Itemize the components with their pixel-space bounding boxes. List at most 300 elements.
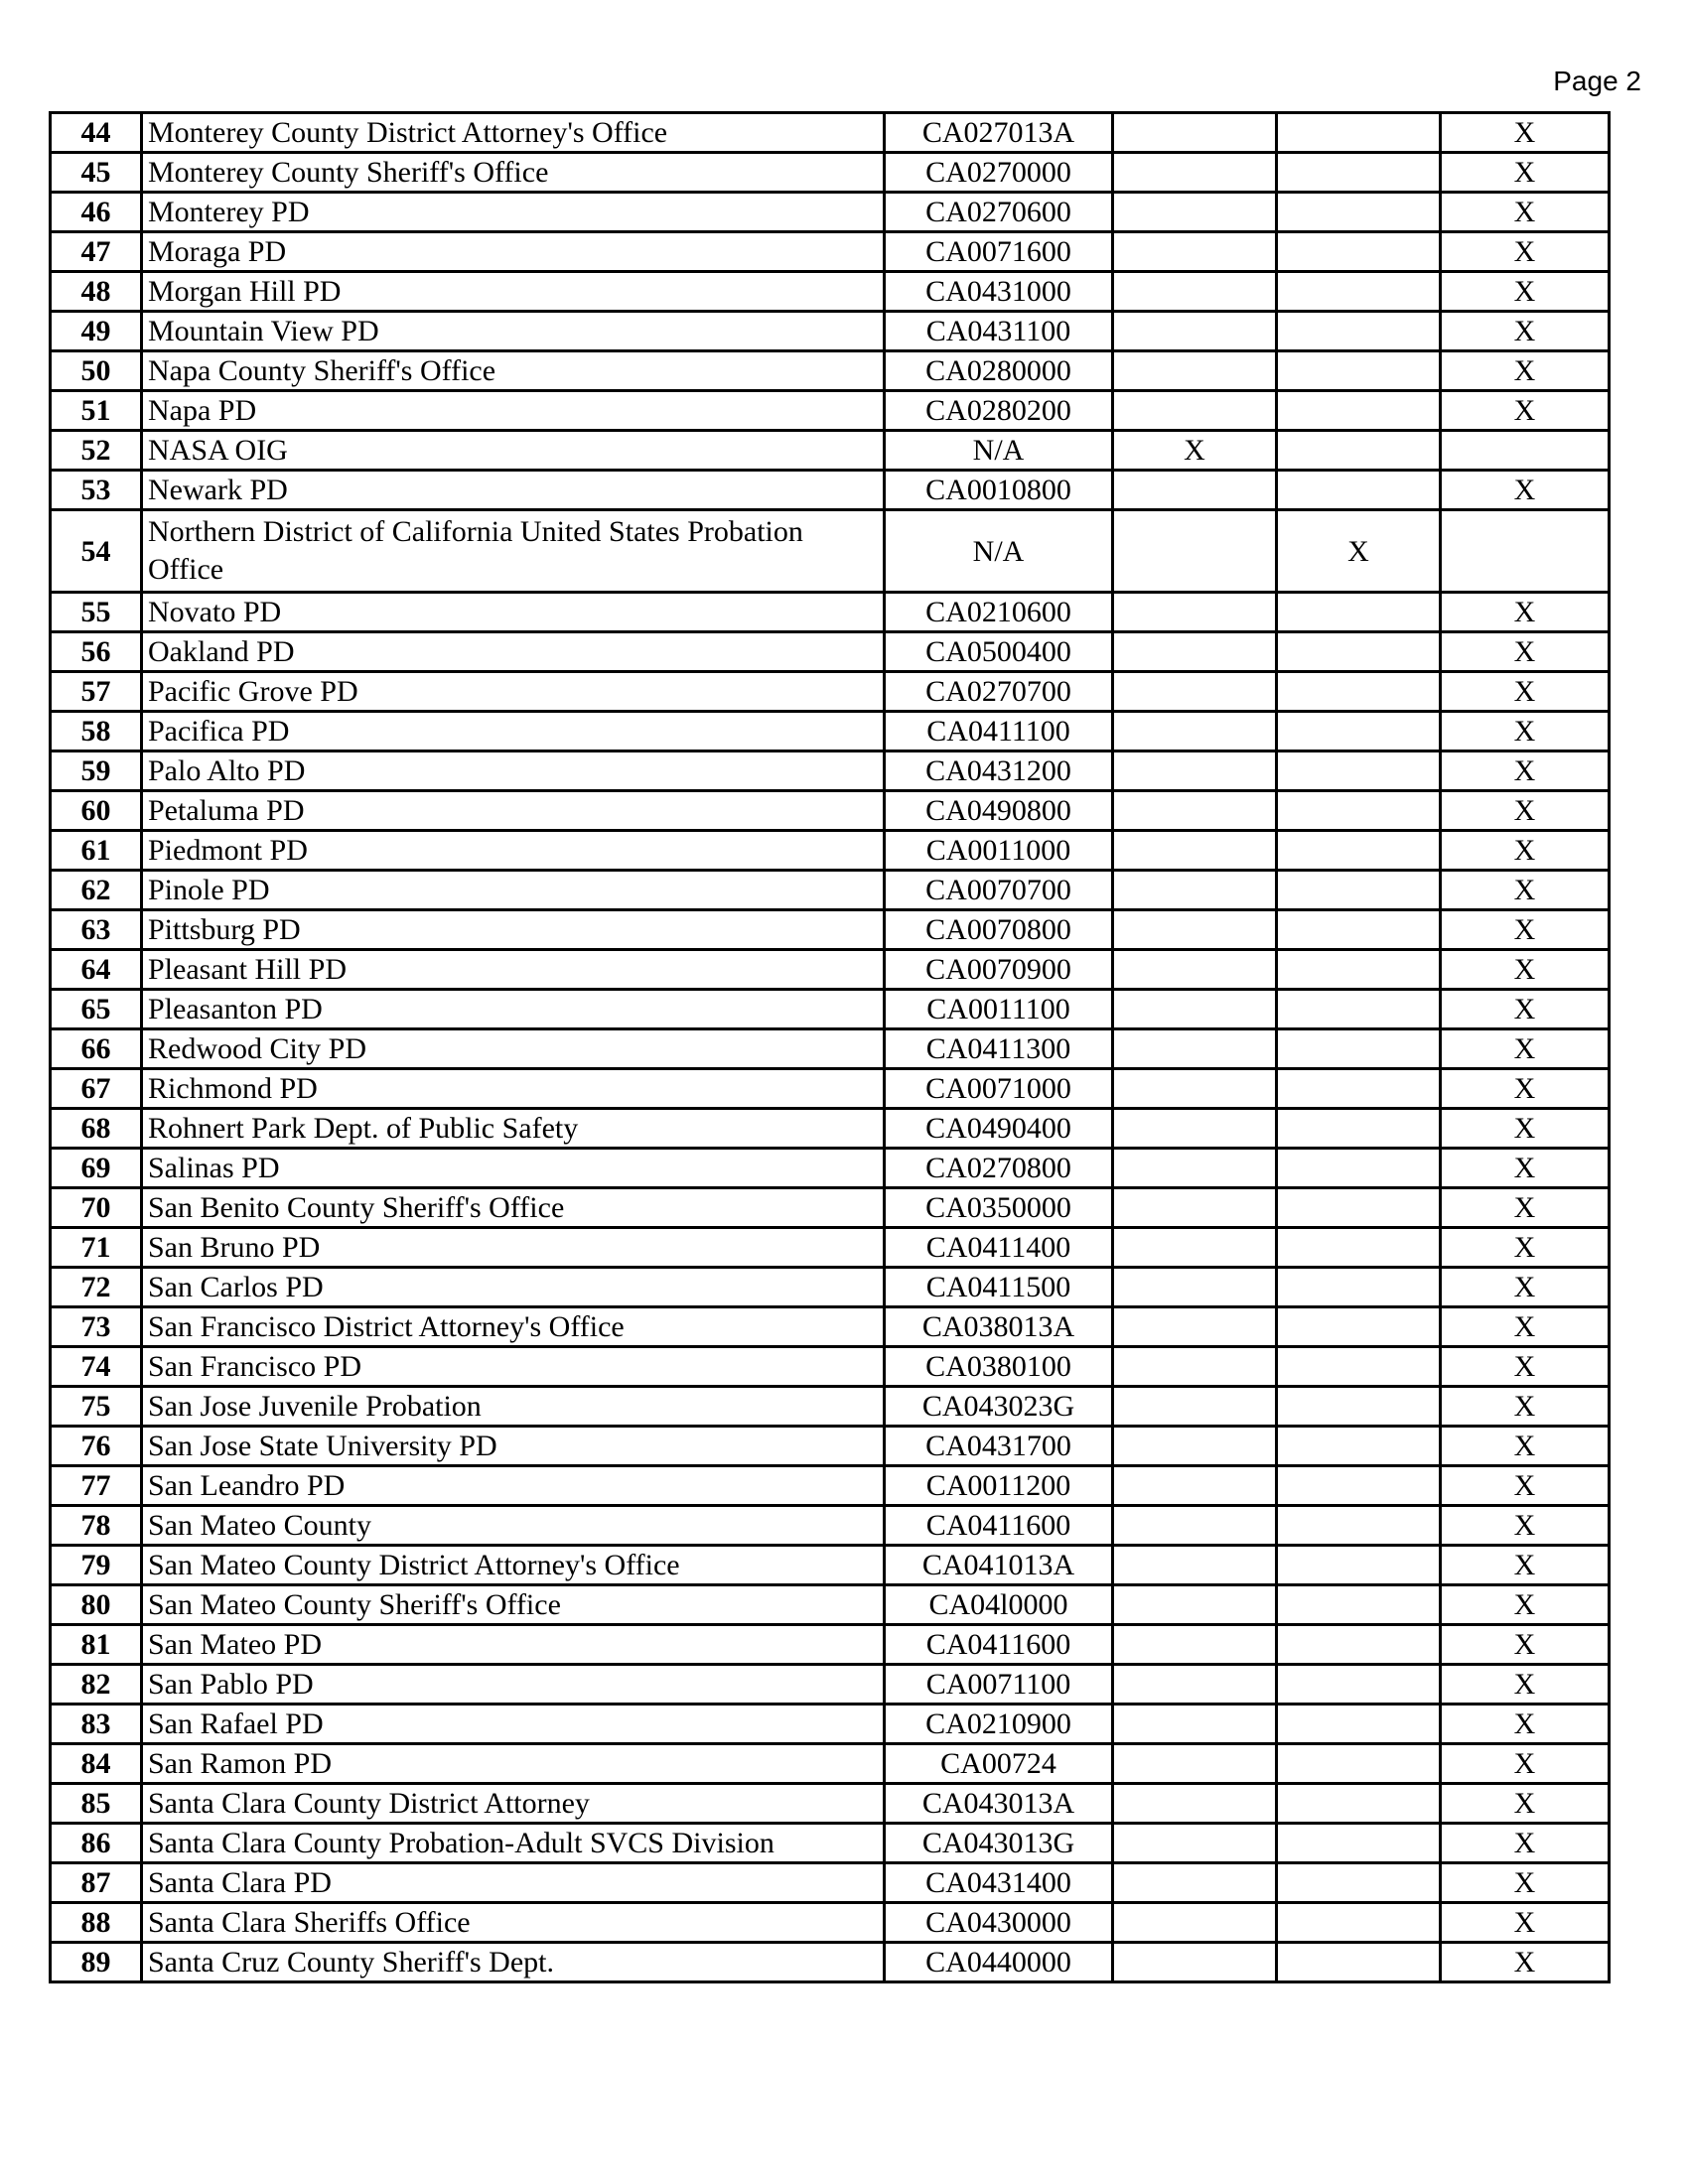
row-number: 62: [51, 871, 142, 910]
agency-name: San Mateo County Sheriff's Office: [142, 1585, 885, 1625]
ori-code: CA043023G: [885, 1387, 1113, 1427]
mark-column-1: [1113, 791, 1277, 831]
ori-code: CA0280200: [885, 391, 1113, 431]
mark-column-1: [1113, 193, 1277, 232]
mark-column-3: X: [1441, 1387, 1610, 1427]
agency-name: Novato PD: [142, 593, 885, 632]
mark-column-2: [1277, 1903, 1441, 1943]
ori-code: CA0430000: [885, 1903, 1113, 1943]
table-row: [51, 1109, 1610, 1149]
mark-column-3: X: [1441, 990, 1610, 1029]
mark-column-3: X: [1441, 1029, 1610, 1069]
table-row: [51, 950, 1610, 990]
mark-column-1: [1113, 712, 1277, 751]
mark-column-1: [1113, 910, 1277, 950]
table-row: [51, 312, 1610, 351]
agency-name: Redwood City PD: [142, 1029, 885, 1069]
row-number: 61: [51, 831, 142, 871]
agency-name: Pinole PD: [142, 871, 885, 910]
agency-name: San Ramon PD: [142, 1744, 885, 1784]
mark-column-2: [1277, 1625, 1441, 1665]
agency-name: San Pablo PD: [142, 1665, 885, 1705]
mark-column-3: X: [1441, 153, 1610, 193]
table-row: [51, 153, 1610, 193]
mark-column-1: [1113, 1705, 1277, 1744]
table-row: [51, 193, 1610, 232]
mark-column-1: [1113, 1109, 1277, 1149]
mark-column-3: X: [1441, 1069, 1610, 1109]
mark-column-3: X: [1441, 1268, 1610, 1307]
agency-name: Monterey County Sheriff's Office: [142, 153, 885, 193]
mark-column-2: [1277, 1029, 1441, 1069]
mark-column-1: [1113, 1228, 1277, 1268]
mark-column-1: [1113, 232, 1277, 272]
mark-column-3: X: [1441, 950, 1610, 990]
table-row: [51, 1149, 1610, 1188]
mark-column-3: X: [1441, 791, 1610, 831]
mark-column-3: X: [1441, 272, 1610, 312]
mark-column-1: [1113, 1585, 1277, 1625]
ori-code: CA0280000: [885, 351, 1113, 391]
mark-column-1: [1113, 1387, 1277, 1427]
mark-column-2: [1277, 831, 1441, 871]
mark-column-2: [1277, 910, 1441, 950]
row-number: 67: [51, 1069, 142, 1109]
agency-name: San Jose Juvenile Probation: [142, 1387, 885, 1427]
mark-column-2: [1277, 751, 1441, 791]
row-number: 50: [51, 351, 142, 391]
agency-name: San Mateo County: [142, 1506, 885, 1546]
mark-column-2: [1277, 1824, 1441, 1863]
mark-column-2: [1277, 1546, 1441, 1585]
mark-column-2: [1277, 1387, 1441, 1427]
mark-column-1: [1113, 351, 1277, 391]
ori-code: N/A: [885, 510, 1113, 593]
row-number: 77: [51, 1466, 142, 1506]
row-number: 57: [51, 672, 142, 712]
row-number: 79: [51, 1546, 142, 1585]
row-number: 72: [51, 1268, 142, 1307]
mark-column-3: X: [1441, 1943, 1610, 1982]
agency-name: Mountain View PD: [142, 312, 885, 351]
mark-column-3: X: [1441, 910, 1610, 950]
mark-column-1: [1113, 1029, 1277, 1069]
mark-column-3: [1441, 431, 1610, 471]
mark-column-3: X: [1441, 232, 1610, 272]
agency-name: Morgan Hill PD: [142, 272, 885, 312]
mark-column-1: [1113, 1546, 1277, 1585]
mark-column-1: [1113, 391, 1277, 431]
mark-column-2: [1277, 232, 1441, 272]
table-row: [51, 593, 1610, 632]
mark-column-3: X: [1441, 1109, 1610, 1149]
mark-column-2: [1277, 1506, 1441, 1546]
table-row: [51, 1347, 1610, 1387]
table-row: [51, 1665, 1610, 1705]
mark-column-3: X: [1441, 1506, 1610, 1546]
table-row: [51, 712, 1610, 751]
table-row: [51, 1029, 1610, 1069]
row-number: 76: [51, 1427, 142, 1466]
mark-column-3: X: [1441, 1903, 1610, 1943]
ori-code: CA0270000: [885, 153, 1113, 193]
row-number: 46: [51, 193, 142, 232]
agency-name: Moraga PD: [142, 232, 885, 272]
row-number: 71: [51, 1228, 142, 1268]
mark-column-3: X: [1441, 1625, 1610, 1665]
mark-column-2: [1277, 1744, 1441, 1784]
ori-code: CA0431700: [885, 1427, 1113, 1466]
mark-column-1: [1113, 751, 1277, 791]
mark-column-2: [1277, 1109, 1441, 1149]
ori-code: CA0380100: [885, 1347, 1113, 1387]
mark-column-3: X: [1441, 113, 1610, 153]
ori-code: CA0070900: [885, 950, 1113, 990]
agency-name: San Francisco PD: [142, 1347, 885, 1387]
ori-code: CA0071000: [885, 1069, 1113, 1109]
ori-code: CA0490400: [885, 1109, 1113, 1149]
row-number: 87: [51, 1863, 142, 1903]
agency-name: Piedmont PD: [142, 831, 885, 871]
row-number: 53: [51, 471, 142, 510]
table-row: [51, 831, 1610, 871]
ori-code: CA0210900: [885, 1705, 1113, 1744]
row-number: 60: [51, 791, 142, 831]
mark-column-2: [1277, 272, 1441, 312]
table-row: [51, 1387, 1610, 1427]
agency-name: San Mateo PD: [142, 1625, 885, 1665]
table-row: [51, 672, 1610, 712]
table-row: [51, 1307, 1610, 1347]
table-row: [51, 351, 1610, 391]
mark-column-2: [1277, 1307, 1441, 1347]
mark-column-1: [1113, 831, 1277, 871]
agency-name: Monterey County District Attorney's Office: [142, 113, 885, 153]
agency-name: San Mateo County District Attorney's Office: [142, 1546, 885, 1585]
mark-column-2: [1277, 312, 1441, 351]
mark-column-2: [1277, 1268, 1441, 1307]
mark-column-1: [1113, 672, 1277, 712]
row-number: 65: [51, 990, 142, 1029]
mark-column-2: [1277, 1943, 1441, 1982]
ori-code: CA0500400: [885, 632, 1113, 672]
mark-column-2: [1277, 672, 1441, 712]
agency-name: Pacific Grove PD: [142, 672, 885, 712]
mark-column-2: [1277, 1665, 1441, 1705]
ori-code: CA0411100: [885, 712, 1113, 751]
row-number: 75: [51, 1387, 142, 1427]
mark-column-2: [1277, 871, 1441, 910]
row-number: 44: [51, 113, 142, 153]
mark-column-3: X: [1441, 632, 1610, 672]
ori-code: CA0411400: [885, 1228, 1113, 1268]
agency-name: Northern District of California United States Probation Office: [142, 510, 885, 593]
mark-column-2: [1277, 1188, 1441, 1228]
ori-code: CA0071100: [885, 1665, 1113, 1705]
mark-column-2: [1277, 1069, 1441, 1109]
agency-name: Santa Clara Sheriffs Office: [142, 1903, 885, 1943]
ori-code: CA041013A: [885, 1546, 1113, 1585]
mark-column-1: [1113, 593, 1277, 632]
mark-column-2: [1277, 351, 1441, 391]
mark-column-2: [1277, 1585, 1441, 1625]
table-row: [51, 1625, 1610, 1665]
table-row: [51, 910, 1610, 950]
agency-name: San Rafael PD: [142, 1705, 885, 1744]
mark-column-1: [1113, 632, 1277, 672]
row-number: 88: [51, 1903, 142, 1943]
agency-name: San Leandro PD: [142, 1466, 885, 1506]
mark-column-3: [1441, 510, 1610, 593]
row-number: 70: [51, 1188, 142, 1228]
mark-column-1: [1113, 1824, 1277, 1863]
row-number: 85: [51, 1784, 142, 1824]
ori-code: CA0071600: [885, 232, 1113, 272]
table-row: [51, 1188, 1610, 1228]
mark-column-1: [1113, 113, 1277, 153]
mark-column-2: [1277, 990, 1441, 1029]
agency-name: San Bruno PD: [142, 1228, 885, 1268]
table-row: [51, 632, 1610, 672]
agency-name: San Benito County Sheriff's Office: [142, 1188, 885, 1228]
table-row: [51, 510, 1610, 593]
agency-name: Santa Cruz County Sheriff's Dept.: [142, 1943, 885, 1982]
mark-column-3: X: [1441, 1347, 1610, 1387]
table-row: [51, 1069, 1610, 1109]
ori-code: CA0070700: [885, 871, 1113, 910]
agency-name: Pleasanton PD: [142, 990, 885, 1029]
table-row: [51, 471, 1610, 510]
mark-column-2: [1277, 113, 1441, 153]
ori-code: CA043013G: [885, 1824, 1113, 1863]
mark-column-3: X: [1441, 1863, 1610, 1903]
mark-column-3: X: [1441, 1784, 1610, 1824]
mark-column-2: [1277, 1705, 1441, 1744]
ori-code: CA0270600: [885, 193, 1113, 232]
ori-code: CA0411600: [885, 1506, 1113, 1546]
row-number: 73: [51, 1307, 142, 1347]
table-row: [51, 1903, 1610, 1943]
table-row: [51, 431, 1610, 471]
table-row: [51, 1228, 1610, 1268]
mark-column-2: [1277, 593, 1441, 632]
agency-name: Pacifica PD: [142, 712, 885, 751]
agency-name: Santa Clara County District Attorney: [142, 1784, 885, 1824]
ori-code: CA0431100: [885, 312, 1113, 351]
mark-column-1: [1113, 272, 1277, 312]
mark-column-3: X: [1441, 1228, 1610, 1268]
mark-column-3: X: [1441, 1188, 1610, 1228]
ori-code: CA0011200: [885, 1466, 1113, 1506]
row-number: 56: [51, 632, 142, 672]
row-number: 69: [51, 1149, 142, 1188]
agency-name: Napa County Sheriff's Office: [142, 351, 885, 391]
mark-column-1: [1113, 1268, 1277, 1307]
agency-name: Oakland PD: [142, 632, 885, 672]
row-number: 63: [51, 910, 142, 950]
row-number: 82: [51, 1665, 142, 1705]
mark-column-1: [1113, 950, 1277, 990]
ori-code: CA0350000: [885, 1188, 1113, 1228]
ori-code: CA027013A: [885, 113, 1113, 153]
row-number: 52: [51, 431, 142, 471]
ori-code: CA0070800: [885, 910, 1113, 950]
mark-column-2: [1277, 1347, 1441, 1387]
mark-column-3: X: [1441, 1466, 1610, 1506]
table-row: [51, 1863, 1610, 1903]
ori-code: CA0011100: [885, 990, 1113, 1029]
table-row: [51, 1546, 1610, 1585]
row-number: 83: [51, 1705, 142, 1744]
table-row: [51, 1784, 1610, 1824]
row-number: 59: [51, 751, 142, 791]
mark-column-3: X: [1441, 471, 1610, 510]
mark-column-2: [1277, 1784, 1441, 1824]
row-number: 80: [51, 1585, 142, 1625]
mark-column-2: [1277, 1863, 1441, 1903]
row-number: 45: [51, 153, 142, 193]
agency-name: Napa PD: [142, 391, 885, 431]
table-row: [51, 1427, 1610, 1466]
ori-code: CA0431200: [885, 751, 1113, 791]
agency-name: Santa Clara PD: [142, 1863, 885, 1903]
agency-name: NASA OIG: [142, 431, 885, 471]
mark-column-2: [1277, 1228, 1441, 1268]
row-number: 55: [51, 593, 142, 632]
mark-column-2: [1277, 1466, 1441, 1506]
mark-column-1: [1113, 1069, 1277, 1109]
mark-column-2: [1277, 632, 1441, 672]
mark-column-2: X: [1277, 510, 1441, 593]
mark-column-1: [1113, 153, 1277, 193]
mark-column-3: X: [1441, 351, 1610, 391]
mark-column-2: [1277, 391, 1441, 431]
mark-column-3: X: [1441, 1585, 1610, 1625]
ori-code: CA0440000: [885, 1943, 1113, 1982]
agency-name: Monterey PD: [142, 193, 885, 232]
mark-column-3: X: [1441, 312, 1610, 351]
table-row: [51, 1466, 1610, 1506]
ori-code: CA043013A: [885, 1784, 1113, 1824]
agency-name: Rohnert Park Dept. of Public Safety: [142, 1109, 885, 1149]
table-row: [51, 1506, 1610, 1546]
agency-table: [49, 111, 1611, 1983]
ori-code: CA0411300: [885, 1029, 1113, 1069]
agency-name: Palo Alto PD: [142, 751, 885, 791]
row-number: 51: [51, 391, 142, 431]
mark-column-2: [1277, 791, 1441, 831]
ori-code: CA00724: [885, 1744, 1113, 1784]
ori-code: CA038013A: [885, 1307, 1113, 1347]
mark-column-2: [1277, 712, 1441, 751]
ori-code: CA0431400: [885, 1863, 1113, 1903]
mark-column-2: [1277, 431, 1441, 471]
row-number: 86: [51, 1824, 142, 1863]
table-row: [51, 113, 1610, 153]
mark-column-1: [1113, 1347, 1277, 1387]
row-number: 84: [51, 1744, 142, 1784]
mark-column-3: X: [1441, 1307, 1610, 1347]
table-row: [51, 751, 1610, 791]
ori-code: CA0270700: [885, 672, 1113, 712]
row-number: 54: [51, 510, 142, 593]
mark-column-1: [1113, 1943, 1277, 1982]
agency-name: San Francisco District Attorney's Office: [142, 1307, 885, 1347]
ori-code: CA0411600: [885, 1625, 1113, 1665]
table-row: [51, 1585, 1610, 1625]
row-number: 48: [51, 272, 142, 312]
ori-code: CA0270800: [885, 1149, 1113, 1188]
row-number: 64: [51, 950, 142, 990]
agency-name: San Jose State University PD: [142, 1427, 885, 1466]
table-row: [51, 232, 1610, 272]
agency-name: Newark PD: [142, 471, 885, 510]
table-row: [51, 1268, 1610, 1307]
table-row: [51, 391, 1610, 431]
mark-column-1: [1113, 1149, 1277, 1188]
mark-column-1: [1113, 871, 1277, 910]
mark-column-3: X: [1441, 1744, 1610, 1784]
mark-column-2: [1277, 950, 1441, 990]
mark-column-1: [1113, 312, 1277, 351]
mark-column-3: X: [1441, 672, 1610, 712]
row-number: 78: [51, 1506, 142, 1546]
mark-column-1: [1113, 1863, 1277, 1903]
agency-name: Pittsburg PD: [142, 910, 885, 950]
ori-code: CA0431000: [885, 272, 1113, 312]
mark-column-3: X: [1441, 193, 1610, 232]
mark-column-1: [1113, 990, 1277, 1029]
mark-column-1: [1113, 1625, 1277, 1665]
ori-code: CA0011000: [885, 831, 1113, 871]
mark-column-3: X: [1441, 1546, 1610, 1585]
mark-column-3: X: [1441, 1427, 1610, 1466]
mark-column-3: X: [1441, 1705, 1610, 1744]
table-row: [51, 1705, 1610, 1744]
mark-column-3: X: [1441, 712, 1610, 751]
agency-name: San Carlos PD: [142, 1268, 885, 1307]
mark-column-2: [1277, 193, 1441, 232]
agency-name: Richmond PD: [142, 1069, 885, 1109]
mark-column-1: [1113, 1784, 1277, 1824]
row-number: 66: [51, 1029, 142, 1069]
row-number: 81: [51, 1625, 142, 1665]
ori-code: CA0210600: [885, 593, 1113, 632]
row-number: 89: [51, 1943, 142, 1982]
row-number: 68: [51, 1109, 142, 1149]
mark-column-3: X: [1441, 1665, 1610, 1705]
agency-name: Santa Clara County Probation-Adult SVCS Division: [142, 1824, 885, 1863]
mark-column-3: X: [1441, 593, 1610, 632]
mark-column-1: [1113, 471, 1277, 510]
table-row: [51, 272, 1610, 312]
row-number: 58: [51, 712, 142, 751]
row-number: 74: [51, 1347, 142, 1387]
table-body: [51, 113, 1610, 1982]
mark-column-1: [1113, 1665, 1277, 1705]
mark-column-3: X: [1441, 751, 1610, 791]
page-number: Page 2: [1553, 66, 1641, 96]
mark-column-2: [1277, 471, 1441, 510]
agency-name: Petaluma PD: [142, 791, 885, 831]
ori-code: CA0411500: [885, 1268, 1113, 1307]
mark-column-2: [1277, 1427, 1441, 1466]
mark-column-3: X: [1441, 1824, 1610, 1863]
table-row: [51, 1943, 1610, 1982]
ori-code: N/A: [885, 431, 1113, 471]
table-row: [51, 871, 1610, 910]
row-number: 47: [51, 232, 142, 272]
